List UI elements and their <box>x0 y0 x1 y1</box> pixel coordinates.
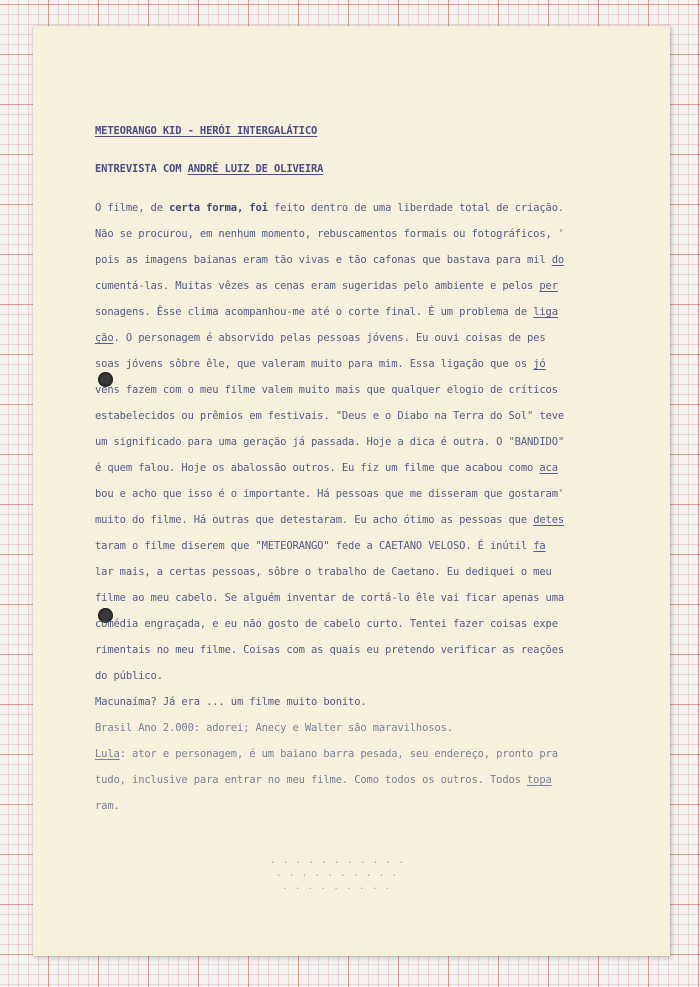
interviewee-name: ANDRÉ LUIZ DE OLIVEIRA <box>187 163 324 175</box>
text-line: pois as imagens baianas eram tão vivas e tão cafonas que bastava para mil do <box>95 254 565 266</box>
lula-line: ram. <box>95 800 120 812</box>
text-line: bou e acho que isso é o importante. Há pessoas que me disseram que gostaram' <box>95 488 565 500</box>
document-subheading <box>95 163 323 175</box>
document-heading <box>95 125 317 137</box>
text-line: ção. O personagem é absorvido pelas pessoas jóvens. Eu ouvi coisas de pes <box>95 332 546 344</box>
text-line: do público. <box>95 670 163 682</box>
text-line: é quem falou. Hoje os abalossão outros. Eu fiz um filme que acabou como aca <box>95 462 558 474</box>
text-line: um significado para uma geração já passada. Hoje a dica é outra. O "BANDIDO" <box>95 436 565 448</box>
text-line: cumentá-las. Muitas vêzes as cenas eram sugeridas pelo ambiente e pelos per <box>95 280 558 292</box>
text-line: comédia engraçada, e eu não gosto de cabelo curto. Tentei fazer coisas expe <box>95 618 558 630</box>
text-line: muito do filme. Há outras que detestaram. Eu acho ótimo as pessoas que detes <box>95 514 565 526</box>
heading-text: METEORANGO KID - HERÓI INTERGALÁTICO <box>95 125 318 137</box>
text-line: taram o filme diserem que "METEORANGO" fede a CAETANO VELOSO. É inútil fa <box>95 540 546 552</box>
text-line: soas jóvens sôbre êle, que valeram muito para mim. Essa ligação que os jó <box>95 358 546 370</box>
text-line: lar mais, a certas pessoas, sôbre o trabalho de Caetano. Eu dediquei o meu <box>95 566 552 578</box>
footer-dots: . . . . . . . . . . . <box>270 856 405 866</box>
text-line: O filme, de certa forma, foi feito dentro de uma liberdade total de criação. <box>95 202 565 214</box>
text-line: rimentais no meu filme. Coisas com as quais eu pretendo verificar as reações <box>95 644 565 656</box>
text-line: filme ao meu cabelo. Se alguém inventar de cortá-lo êle vai ficar apenas uma <box>95 592 565 604</box>
lula-line: Lula: ator e personagem, é um baiano barra pesada, seu endereço, pronto pra <box>95 748 558 760</box>
footer-dots: . . . . . . . . . . <box>276 869 398 879</box>
subheading-prefix: ENTREVISTA COM <box>95 163 188 175</box>
text-line: estabelecidos ou prêmios em festivais. "Deus e o Diabo na Terra do Sol" teve <box>95 410 565 422</box>
lula-line: tudo, inclusive para entrar no meu filme. Como todos os outros. Todos topa <box>95 774 552 786</box>
footer-dots: . . . . . . . . . <box>282 882 392 892</box>
text-line: vens fazem com o meu filme valem muito mais que qualquer elogio de críticos <box>95 384 558 396</box>
typed-text-block <box>95 0 655 987</box>
text-line: Não se procurou, em nenhum momento, rebuscamentos formais ou fotográficos, ' <box>95 228 565 240</box>
lula-label: Lula <box>95 748 120 760</box>
brasil-ano-2000-line: Brasil Ano 2.000: adorei; Anecy e Walter são maravilhosos. <box>95 722 453 734</box>
text-line: sonagens. Êsse clima acompanhou-me até o corte final. É um problema de liga <box>95 306 558 318</box>
macunaima-line: Macunaíma? Já era ... um filme muito bonito. <box>95 696 367 708</box>
